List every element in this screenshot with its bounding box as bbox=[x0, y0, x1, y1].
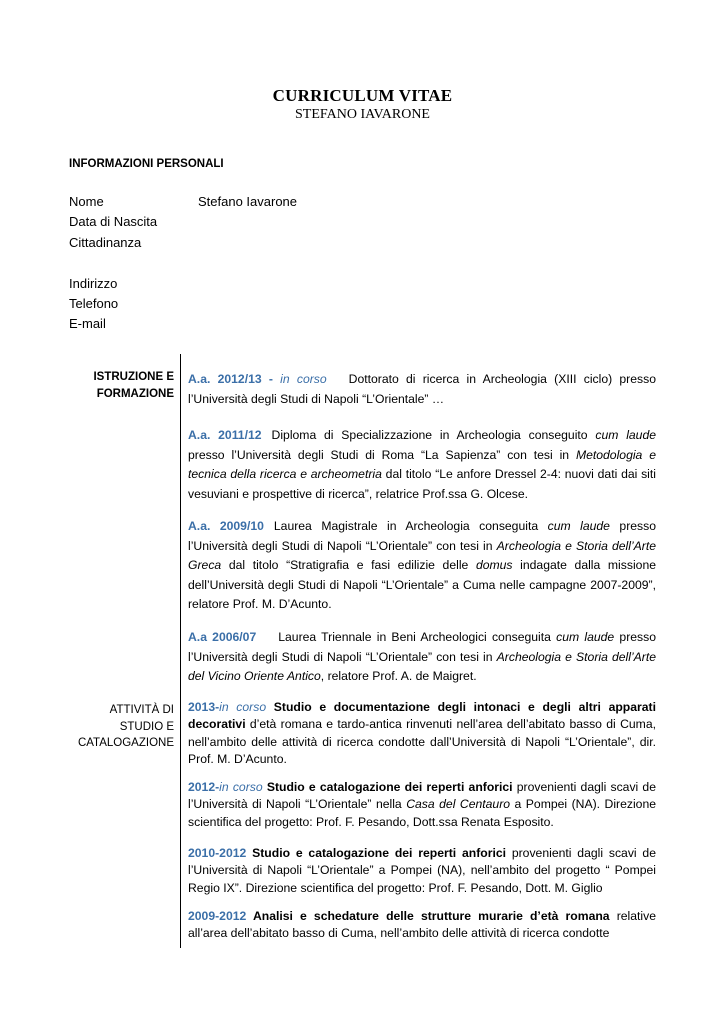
entry-date: A.a 2006/07 bbox=[188, 630, 257, 644]
entry-text: presso l’Università degli Studi di Napoli “L’Orientale” con tesi in bbox=[188, 519, 656, 553]
entry-text-italic: Metodologia e tecnica della ricerca e archeometria bbox=[188, 447, 656, 482]
label-data-nascita: Data di Nascita bbox=[69, 214, 158, 229]
entry-date: A.a. 2012/13 bbox=[188, 372, 262, 386]
activity-entry bbox=[188, 779, 656, 831]
entry-date: A.a. 2009/10 bbox=[188, 519, 264, 533]
section-label-line: FORMAZIONE bbox=[96, 387, 174, 400]
activity-entry bbox=[188, 845, 656, 897]
entry-text-italic: Archeologia e Storia dell’Arte Greca bbox=[188, 538, 657, 573]
section-label-istruzione bbox=[93, 369, 174, 402]
activity-entry bbox=[188, 699, 656, 768]
label-nome: Nome bbox=[69, 194, 104, 209]
entry-text-italic: domus bbox=[475, 558, 513, 573]
entry-text: presso l’Università degli Studi di Napoli “L’Orientale” con tesi in bbox=[188, 630, 656, 664]
entry-text: Laurea Triennale in Beni Archeologici conseguita bbox=[278, 630, 557, 644]
education-entry bbox=[188, 426, 656, 504]
entry-text-italic: cum laude bbox=[547, 519, 610, 533]
entry-text: relative all’area dell’abitato basso di Cuma, nell’ambito delle attività di ricerca condotte bbox=[188, 909, 656, 941]
education-entry bbox=[188, 370, 656, 409]
entry-text: dal titolo “Le anfore Dressel 2-4: nuovi dati dai siti vesuviani e prospettive di ricerca”, relatrice Prof.ssa G. Olcese. bbox=[188, 467, 656, 501]
entry-status: in corso bbox=[219, 780, 263, 794]
entry-status: in corso bbox=[219, 700, 267, 714]
section-label-line: CATALOGAZIONE bbox=[77, 737, 174, 749]
entry-text-italic: Casa del Centauro bbox=[406, 797, 511, 812]
entry-title: Analisi e schedature delle strutture murarie d’età romana bbox=[246, 909, 610, 923]
entry-title: Studio e documentazione degli intonaci e degli altri apparati decorativi bbox=[188, 700, 656, 732]
label-email: E-mail bbox=[69, 316, 106, 331]
entry-text-italic: Archeologia e Storia dell’Arte del Vicino Oriente Antico bbox=[188, 649, 657, 684]
entry-date: 2009-2012 bbox=[188, 909, 247, 923]
section-label-attivita bbox=[78, 702, 174, 752]
entry-text: Diploma di Specializzazione in Archeologia conseguito bbox=[271, 428, 596, 442]
entry-text-italic: cum laude bbox=[595, 428, 657, 442]
entry-title: Studio e catalogazione dei reperti anforici bbox=[246, 846, 507, 860]
value-nome: Stefano Iavarone bbox=[198, 194, 298, 209]
entry-text: d’età romana e tardo-antica rinvenuti nell’area dell’abitato basso di Cuma, nell’ambito delle attività di ricerca condotte dall’Università di Napoli “L’Orientale”, dir. Prof. M. D’Acunto. bbox=[188, 717, 656, 766]
entry-text: a Pompei (NA). Direzione scientifica del progetto: Prof. F. Pesando, Dott.ssa Renata Esposito. bbox=[188, 797, 656, 829]
entry-text: provenienti dagli scavi de l’Università di Napoli “L’Orientale” a Pompei (NA), nell’ambito del progetto “ Pompei Regio IX”. Direzione scientifica del progetto: Prof. F. Pesando, Dott. M. Giglio bbox=[188, 846, 656, 895]
entry-date: A.a. 2011/12 bbox=[188, 428, 262, 442]
section-label-line: ATTIVITÀ DI bbox=[109, 704, 174, 716]
label-indirizzo: Indirizzo bbox=[69, 276, 118, 291]
entry-text: Dottorato di ricerca in Archeologia (XIII ciclo) presso l’Università degli Studi di Napoli “L’Orientale” … bbox=[188, 372, 656, 406]
entry-text: Laurea Magistrale in Archeologia conseguita bbox=[273, 519, 548, 533]
entry-status: in corso bbox=[280, 372, 327, 386]
entry-date: 2012- bbox=[188, 780, 220, 794]
entry-text: indagate dalla missione dell’Università degli Studi di Napoli “L’Orientale” a Cuma nelle campagne 2007-2009”, relatore Prof. M. D’Acunto. bbox=[188, 558, 656, 612]
entry-date: 2010-2012 bbox=[188, 846, 247, 860]
section-label-line: STUDIO E bbox=[119, 720, 174, 733]
education-entry bbox=[188, 628, 656, 687]
column-divider bbox=[180, 354, 181, 948]
activity-entry bbox=[188, 908, 656, 943]
entry-text: dal titolo “Stratigrafia e fasi edilizie delle bbox=[221, 558, 476, 573]
section-heading-personal: INFORMAZIONI PERSONALI bbox=[69, 158, 224, 170]
document-title: CURRICULUM VITAE bbox=[272, 86, 453, 105]
section-label-line: ISTRUZIONE E bbox=[93, 371, 174, 383]
entry-text: , relatore Prof. A. de Maigret. bbox=[320, 669, 477, 684]
entry-date-separator: - bbox=[261, 372, 281, 386]
entry-title: Studio e catalogazione dei reperti anforici bbox=[262, 780, 513, 794]
person-name-heading: STEFANO IAVARONE bbox=[295, 107, 430, 122]
entry-text: provenienti dagli scavi de l’Università di Napoli “L’Orientale” nella bbox=[188, 780, 656, 812]
label-telefono: Telefono bbox=[69, 296, 119, 311]
entry-text-italic: cum laude bbox=[556, 630, 615, 644]
entry-text: presso l’Università degli Studi di Roma “La Sapienza” con tesi in bbox=[188, 447, 576, 462]
education-entry bbox=[188, 517, 656, 615]
entry-date: 2013- bbox=[188, 700, 220, 714]
label-cittadinanza: Cittadinanza bbox=[69, 235, 142, 250]
